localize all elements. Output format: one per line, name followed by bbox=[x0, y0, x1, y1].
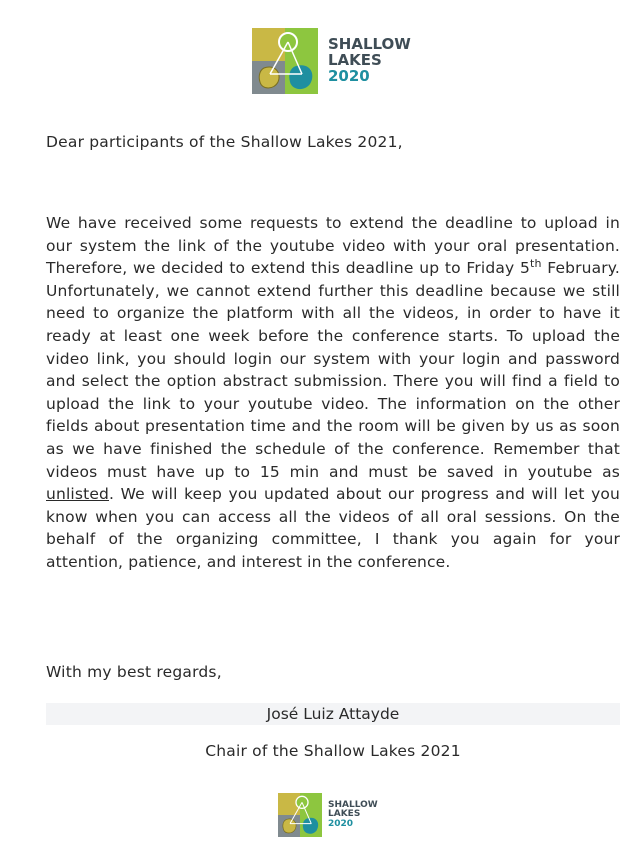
shallow-lakes-logo-icon bbox=[278, 793, 322, 837]
body-part-1: We have received some requests to extend the deadline to upload in our system the link of the youtube video with your oral presentation. Therefore, we decided to extend this deadline up to Friday 5 bbox=[46, 214, 620, 278]
logo-line-shallow: SHALLOW bbox=[328, 799, 378, 810]
letter-greeting: Dear participants of the Shallow Lakes 2021, bbox=[46, 133, 403, 151]
logo-wordmark bbox=[328, 801, 378, 829]
body-part-2: February. Unfortunately, we cannot extend further this deadline because we still need to organize the platform with all the videos, in order to have it ready at least one week before the conference starts. To upload the video link, you should login our system with your login and password and select the option abstract submission. There you will find a field to upload the link to your youtube video. The information on the other fields about presentation time and the room will be given by us as soon as we have finished the schedule of the conference. Remember that videos must have up to 15 min and must be saved in youtube as bbox=[46, 259, 620, 481]
logo-line-year: 2020 bbox=[328, 66, 370, 85]
header-logo bbox=[252, 28, 411, 94]
footer-logo bbox=[278, 793, 378, 837]
shallow-lakes-logo-icon bbox=[252, 28, 318, 94]
signer-name: José Luiz Attayde bbox=[266, 705, 400, 723]
date-superscript: th bbox=[529, 257, 542, 271]
logo-line-shallow: SHALLOW bbox=[328, 35, 411, 54]
signer-role: Chair of the Shallow Lakes 2021 bbox=[205, 742, 461, 760]
logo-wordmark bbox=[328, 37, 411, 84]
letter-closing: With my best regards, bbox=[46, 663, 222, 681]
logo-line-lakes: LAKES bbox=[328, 809, 361, 820]
logo-line-lakes: LAKES bbox=[328, 51, 382, 70]
unlisted-text: unlisted bbox=[46, 485, 109, 504]
logo-line-year: 2020 bbox=[328, 818, 354, 829]
body-part-3: . We will keep you updated about our progress and will let you know when you can access all the videos of all oral sessions. On the behalf of the organizing committee, I thank you again for your attention, patience, and interest in the conference. bbox=[46, 485, 620, 571]
letter-body bbox=[46, 212, 620, 574]
